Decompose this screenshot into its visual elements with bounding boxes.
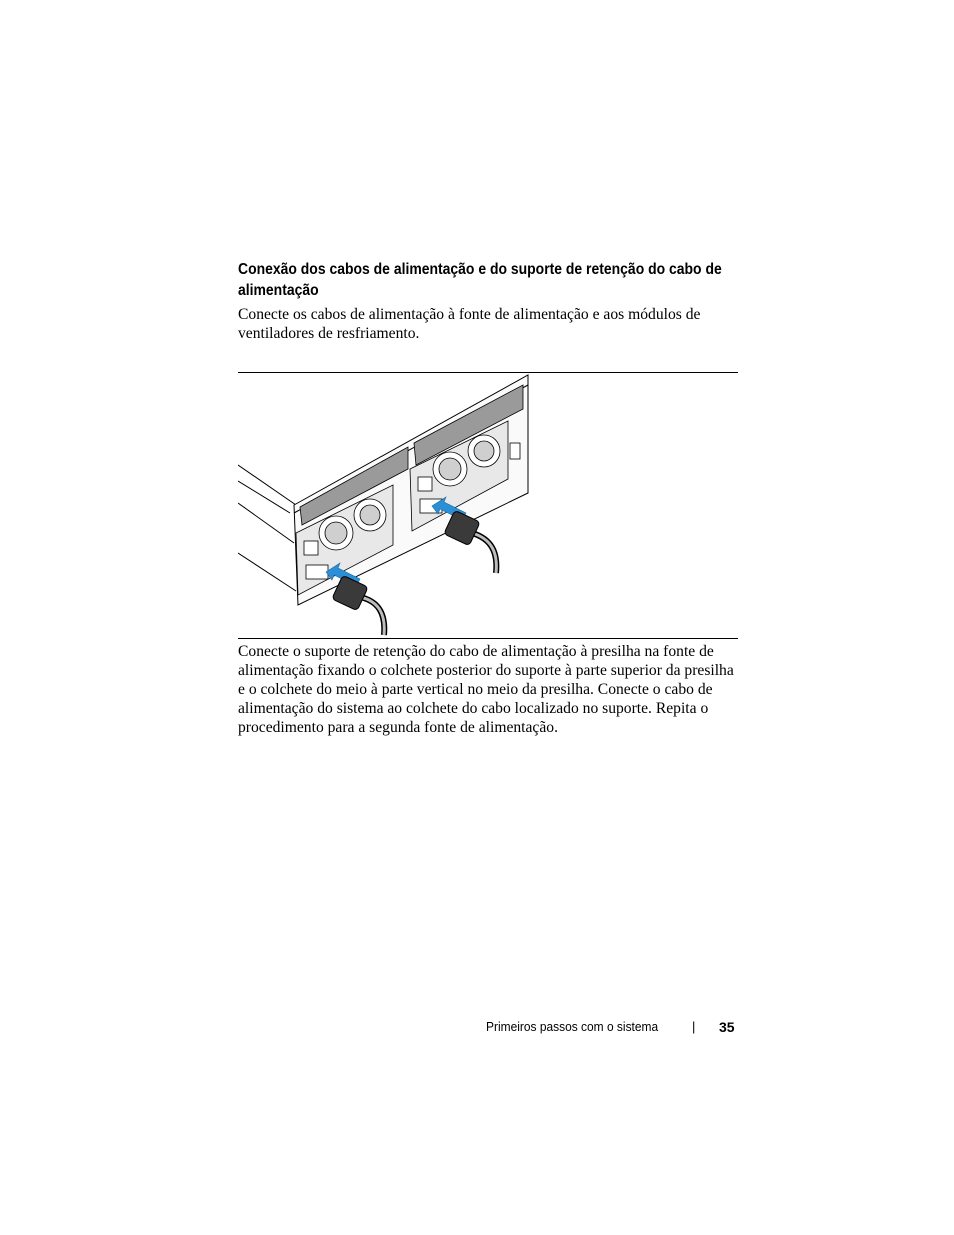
figure-bottom-rule <box>238 638 738 639</box>
power-cable-illustration <box>238 373 538 638</box>
footer-separator: | <box>692 1019 696 1034</box>
page-number: 35 <box>719 1019 735 1035</box>
section-heading: Conexão dos cabos de alimentação e do suporte de retenção do cabo de alimentação <box>238 261 722 299</box>
power-cable-right <box>444 510 497 573</box>
instructions-paragraph: Conecte o suporte de retenção do cabo de alimentação à presilha na fonte de alimentação fixando o colchete posterior do suporte à parte superior da presilha e o colchete do meio à parte vertical no meio da presilha. Conecte o cabo de alimentação do sistema ao colchete do cabo localizado no suporte. Repita o procedimento para a segunda fonte de alimentação. <box>238 643 734 736</box>
intro-paragraph: Conecte os cabos de alimentação à fonte de alimentação e aos módulos de ventiladores de resfriamento. <box>238 306 701 342</box>
footer-title: Primeiros passos com o sistema <box>486 1019 659 1034</box>
power-cable-left <box>332 575 384 635</box>
page-footer <box>486 1019 736 1039</box>
